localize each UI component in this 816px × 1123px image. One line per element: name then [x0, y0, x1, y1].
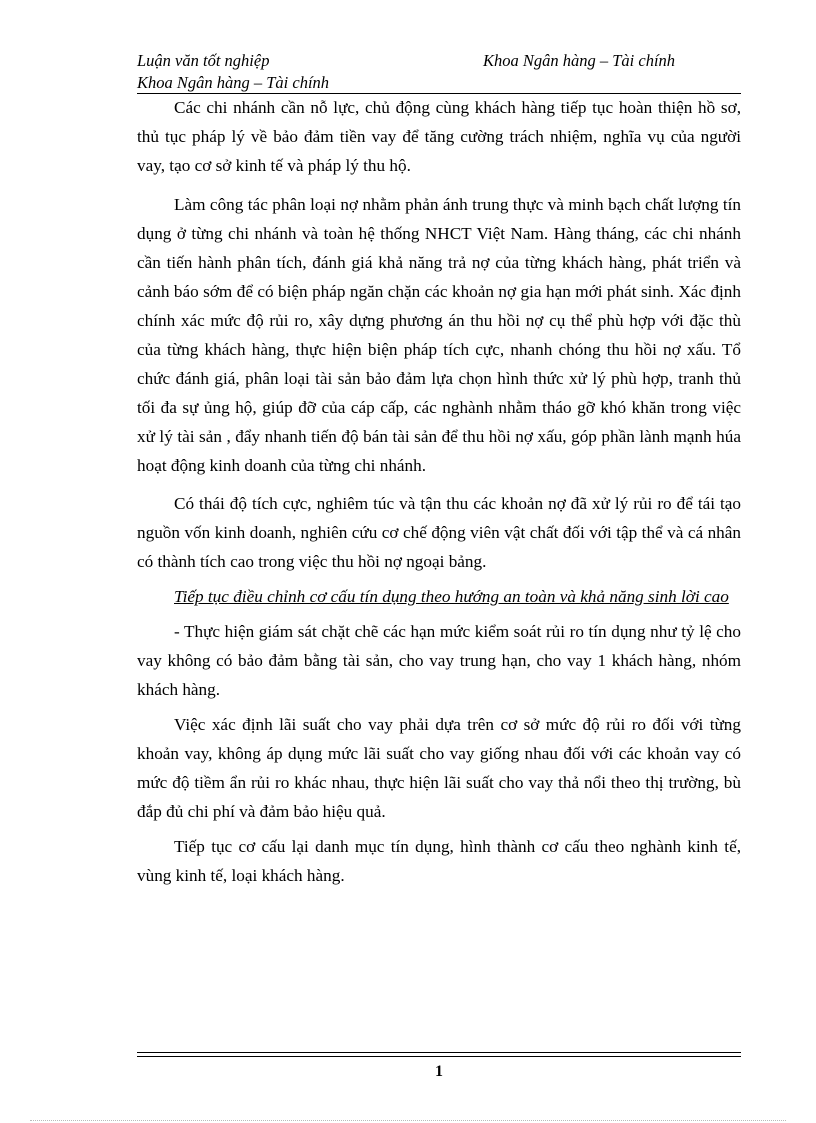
- page-header: [137, 50, 741, 94]
- paragraph: Việc xác định lãi suất cho vay phải dựa trên cơ sở mức độ rủi ro đối với từng khoản vay, không áp dụng mức lãi suất cho vay giống nhau đối với các khoản vay có mức độ tiềm ẩn rủi ro khác nhau, thực hiện lãi suất cho vay thả nổi theo thị trường, bù đắp đủ chi phí và đảm bảo hiệu quả.: [137, 715, 741, 821]
- header-faculty-left: Khoa Ngân hàng – Tài chính: [137, 73, 330, 92]
- page-bottom-border: [30, 1120, 786, 1121]
- paragraph: Làm công tác phân loại nợ nhằm phản ánh trung thực và minh bạch chất lượng tín dụng ở từng chi nhánh và toàn hệ thống NHCT Việt Nam. Hàng tháng, các chi nhánh cần tiến hành phân tích, đánh giá khả năng trả nợ của từng khách hàng, phát triển và cảnh báo sớm để có biện pháp ngăn chặn các khoản nợ gia hạn mới phát sinh. Xác định chính xác mức độ rủi ro, xây dựng phương án thu hồi nợ cụ thể phù hợp với đặc thù của từng khách hàng, thực hiện biện pháp tích cực, nhanh chóng thu hồi nợ xấu. Tổ chức đánh giá, phân loại tài sản bảo đảm lựa chọn hình thức xử lý phù hợp, tranh thủ tối đa sự ủng hộ, giúp đỡ của cáp cấp, các nghành nhằm tháo gỡ khó khăn trong việc xử lý tài sản , đẩy nhanh tiến độ bán tài sản để thu hồi nợ xấu, góp phần lành mạnh húa hoạt động kinh doanh của từng chi nhánh.: [137, 194, 741, 475]
- header-thesis-title: Luận văn tốt nghiệp: [137, 51, 270, 70]
- header-line-1: [137, 50, 741, 72]
- paragraph: - Thực hiện giám sát chặt chẽ các hạn mức kiểm soát rủi ro tín dụng như tỷ lệ cho vay không có bảo đảm bằng tài sản, cho vay trung hạn, cho vay 1 khách hàng, nhóm khách hàng.: [137, 622, 741, 699]
- paragraph: Tiếp tục cơ cấu lại danh mục tín dụng, hình thành cơ cấu theo nghành kinh tế, vùng kinh tế, loại khách hàng.: [137, 837, 741, 885]
- paragraph: Có thái độ tích cực, nghiêm túc và tận thu các khoản nợ đã xử lý rủi ro để tái tạo nguồn vốn kinh doanh, nghiên cứu cơ chế động viên vật chất đối với tập thể và cá nhân có thành tích cao trong việc thu hồi nợ ngoại bảng.: [137, 494, 741, 571]
- header-faculty-right: Khoa Ngân hàng – Tài chính: [483, 51, 676, 70]
- section-heading: Tiếp tục điều chỉnh cơ cấu tín dụng theo hướng an toàn và khả năng sinh lời cao: [174, 587, 729, 606]
- page-number: 1: [435, 1063, 443, 1080]
- paragraph: Các chi nhánh cần nỗ lực, chủ động cùng khách hàng tiếp tục hoàn thiện hồ sơ, thủ tục pháp lý về bảo đảm tiền vay để tăng cường trách nhiệm, nghĩa vụ của người vay, tạo cơ sở kinh tế và pháp lý thu hộ.: [137, 98, 741, 175]
- footer-divider-top: [137, 1052, 741, 1053]
- document-body: [137, 93, 741, 900]
- footer-divider-bottom: [137, 1056, 741, 1057]
